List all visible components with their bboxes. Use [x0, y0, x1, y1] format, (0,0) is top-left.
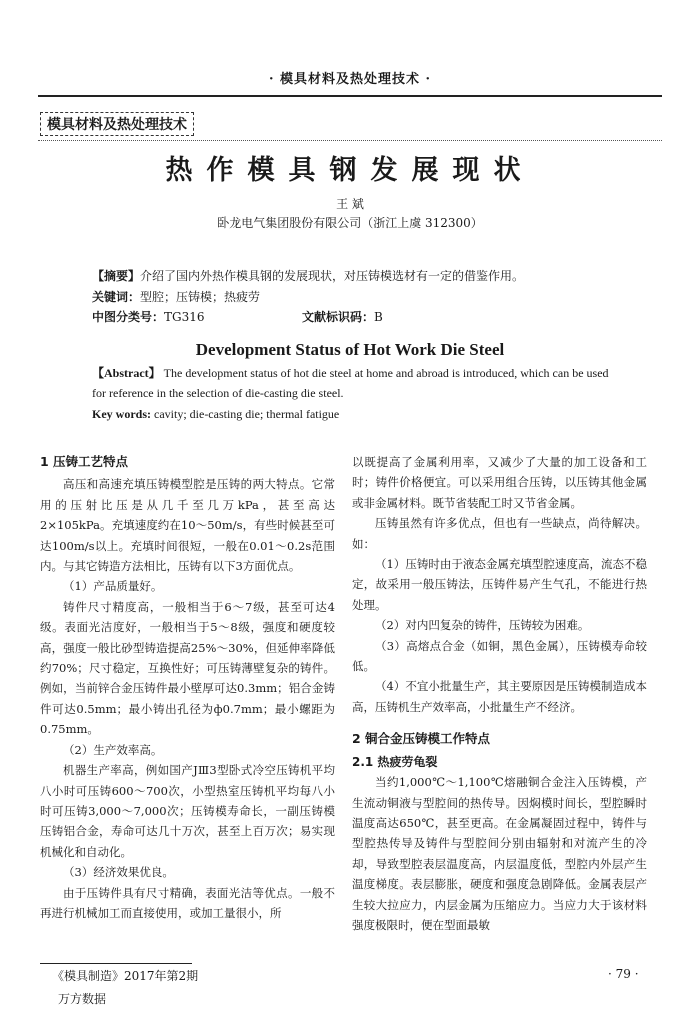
right-item-1: （1）压铸时由于液态金属充填型腔速度高，流态不稳定，故采用一般压铸法，压铸件易产生气孔，不能进行热处理。	[352, 557, 647, 612]
section-tag: 模具材料及热处理技术	[40, 112, 194, 136]
affiliation: 卧龙电气集团股份有限公司（浙江上虞 312300）	[217, 216, 483, 230]
left-paragraph-1: 高压和高速充填压铸模型腔是压铸的两大特点。它常用的压射比压是从几千至几万kPa，甚至高达2×105kPa。充填速度约在10～50m/s，有些时候甚至可达100m/s以上。充填时间很短，一般在0.01～0.2s范围内。与其它铸造方法相比，压铸有以下3方面优点。	[40, 477, 335, 574]
doc-code-text: B	[374, 310, 383, 324]
title-english: Development Status of Hot Work Die Steel	[195, 340, 505, 359]
journal-citation: 《模具制造》2017年第2期	[52, 969, 199, 983]
right-item-3: （3）高熔点合金（如铜，黑色金属），压铸模寿命较低。	[352, 638, 647, 674]
header-rule	[38, 95, 662, 97]
left-item-1: （1）产品质量好。	[63, 579, 163, 594]
keywords-en-text: cavity; die-casting die; thermal fatigue	[154, 407, 340, 421]
clc-label: 中图分类号：	[92, 310, 165, 324]
classification-number	[92, 308, 205, 325]
abstract-en-text: The development status of hot die steel at home and abroad is introduced, which can be used for reference in the selection of die-casting die steel.	[92, 366, 609, 400]
section-gap	[352, 717, 647, 729]
right-column	[352, 452, 647, 935]
right-item-2: （2）对内凹复杂的铸件，压铸较为困难。	[375, 618, 590, 633]
left-item-3: （3）经济效果优良。	[63, 865, 174, 880]
left-column	[40, 452, 335, 923]
left-paragraph-4: 由于压铸件具有尺寸精确，表面光洁等优点。一般不再进行机械加工而直接使用，或加工量很小，所	[40, 885, 335, 920]
watermark: 万方数据	[58, 992, 107, 1006]
left-paragraph-3: 机器生产率高，例如国产JⅢ3型卧式冷空压铸机平均八小时可压铸600～700次，小型热室压铸机平均每八小时可压铸3,000～7,000次；压铸模寿命长，一副压铸模压铸铝合金，寿命可达几十万次，甚至上百万次；易实现机械化和自动化。	[40, 763, 335, 859]
abstract-english	[92, 363, 612, 403]
abstract-cn-text: 介绍了国内外热作模具钢的发展现状，对压铸模选材有一定的借鉴作用。	[140, 269, 525, 283]
right-paragraph-1: 以既提高了金属利用率，又减少了大量的加工设备和工时；铸件价格便宜。可以采用组合压铸，以压铸其他金属或非金属材料。既节省装配工时又节省金属。	[352, 455, 647, 510]
doc-code-label: 文献标识码：	[302, 310, 375, 324]
abstract-en-label: 【Abstract】	[92, 366, 161, 380]
running-head: · 模具材料及热处理技术 ·	[268, 72, 432, 87]
keywords-en-label: Key words:	[92, 407, 151, 421]
section-heading-1: 1 压铸工艺特点	[40, 454, 129, 469]
left-paragraph-2: 铸件尺寸精度高，一般相当于6～7级，甚至可达4级。表面光洁度好，一般相当于5～8级，强度和硬度较高，强度一般比砂型铸造提高25%～30%，但延伸率降低约70%；尺寸稳定，互换性好；可压铸薄壁复杂的铸件。例如，当前锌合金压铸件最小壁厚可达0.3mm；铝合金铸件可达0.5mm；最小铸出孔径为ф0.7mm；最小螺距为0.75mm。	[40, 599, 335, 737]
clc-text: TG316	[164, 310, 205, 324]
keywords-cn-text: 型腔；压铸模；热疲劳	[140, 290, 261, 304]
right-item-4: （4）不宜小批量生产，其主要原因是压铸模制造成本高，压铸机生产效率高，小批量生产不经济。	[352, 679, 647, 714]
footer-rule	[40, 963, 192, 964]
right-paragraph-2: 压铸虽然有许多优点，但也有一些缺点，尚待解决。如：	[352, 516, 647, 551]
section-heading-2: 2 铜合金压铸模工作特点	[352, 731, 491, 747]
keywords-chinese	[92, 288, 260, 305]
right-paragraph-3: 当约1,000℃～1,100℃熔融铜合金注入压铸模，产生流动铜液与型腔间的热传导。因焖模时间长，型腔瞬时温度高达650℃，甚至更高。在金属凝固过程中，铸件与型腔热传导及铸件与型腔间分别由辐射和对流产生的冷却，导致型腔表层温度高，内层温度低，型腔内外层产生温度梯度。表层膨胀，硬度和强度急剧降低。金属表层产生较大拉应力，内层金属为压缩应力。当应力大于该材料强度极限时，便在型面最敏	[352, 775, 647, 932]
keywords-cn-label: 关键词：	[92, 290, 141, 304]
author: 王 斌	[336, 197, 364, 211]
title-chinese: 热作模具钢发展现状	[165, 155, 535, 186]
subsection-heading-2-1: 2.1 热疲劳龟裂	[352, 754, 438, 769]
abstract-cn-label: 【摘要】	[92, 269, 141, 283]
tag-rule	[38, 140, 662, 141]
document-code	[302, 308, 383, 325]
keywords-english	[92, 404, 612, 424]
abstract-chinese	[92, 267, 524, 284]
page-number: · 79 ·	[608, 967, 639, 981]
left-item-2: （2）生产效率高。	[63, 742, 163, 757]
